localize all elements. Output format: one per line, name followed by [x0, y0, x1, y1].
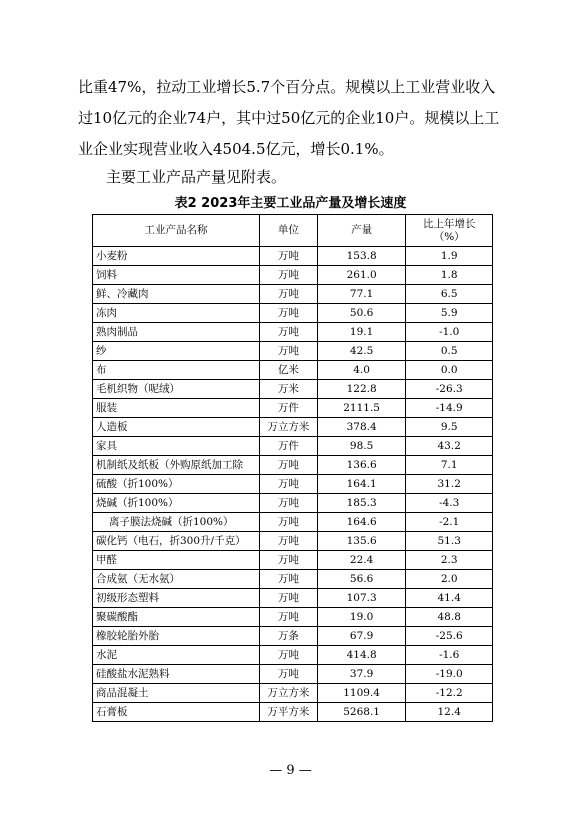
product-name-cell: 饲料: [93, 266, 260, 285]
product-name-cell: 服装: [93, 399, 260, 418]
output-cell: 164.1: [317, 475, 406, 494]
growth-cell: -1.6: [406, 646, 493, 665]
product-name-cell: 初级形态塑料: [93, 589, 260, 608]
unit-cell: 万吨: [259, 513, 317, 532]
header-output: 产量: [317, 215, 406, 247]
product-name-cell: 离子膜法烧碱（折100%）: [93, 513, 260, 532]
unit-cell: 万件: [259, 399, 317, 418]
output-cell: 5268.1: [317, 703, 406, 722]
table-row: [93, 361, 493, 380]
growth-cell: -12.2: [406, 684, 493, 703]
output-cell: 2111.5: [317, 399, 406, 418]
unit-cell: 万米: [259, 380, 317, 399]
unit-cell: 万吨: [259, 323, 317, 342]
table-row: [93, 437, 493, 456]
table-row: [93, 513, 493, 532]
product-name-cell: 鲜、冷藏肉: [93, 285, 260, 304]
product-name-cell: 布: [93, 361, 260, 380]
output-cell: 122.8: [317, 380, 406, 399]
table-body: [93, 247, 493, 722]
table-row: [93, 247, 493, 266]
unit-cell: 万吨: [259, 570, 317, 589]
table-row: [93, 418, 493, 437]
unit-cell: 万吨: [259, 646, 317, 665]
growth-cell: 1.9: [406, 247, 493, 266]
table-row: [93, 285, 493, 304]
product-name-cell: 石膏板: [93, 703, 260, 722]
growth-cell: 0.5: [406, 342, 493, 361]
growth-cell: 31.2: [406, 475, 493, 494]
growth-cell: 0.0: [406, 361, 493, 380]
table-row: [93, 475, 493, 494]
product-name-cell: 水泥: [93, 646, 260, 665]
unit-cell: 万吨: [259, 456, 317, 475]
output-cell: 135.6: [317, 532, 406, 551]
growth-cell: 2.0: [406, 570, 493, 589]
unit-cell: 万吨: [259, 608, 317, 627]
body-paragraph: 比重47%，拉动工业增长5.7个百分点。规模以上工业营业收入过10亿元的企业74户，其中过50亿元的企业10户。规模以上工业企业实现营业收入4504.5亿元，增长0.1%。: [78, 78, 500, 158]
table-row: [93, 570, 493, 589]
product-name-cell: 机制纸及纸板（外购原纸加工除: [93, 456, 260, 475]
growth-cell: 48.8: [406, 608, 493, 627]
output-cell: 185.3: [317, 494, 406, 513]
table-row: [93, 627, 493, 646]
growth-cell: -1.0: [406, 323, 493, 342]
output-cell: 164.6: [317, 513, 406, 532]
product-name-cell: 碳化钙（电石，折300升/千克）: [93, 532, 260, 551]
table-row: [93, 608, 493, 627]
unit-cell: 万吨: [259, 247, 317, 266]
table-row: [93, 266, 493, 285]
growth-cell: 12.4: [406, 703, 493, 722]
table-row: [93, 665, 493, 684]
output-cell: 50.6: [317, 304, 406, 323]
growth-cell: 6.5: [406, 285, 493, 304]
unit-cell: 万吨: [259, 304, 317, 323]
product-name-cell: 烧碱（折100%）: [93, 494, 260, 513]
output-cell: 42.5: [317, 342, 406, 361]
table-row: [93, 342, 493, 361]
product-name-cell: 家具: [93, 437, 260, 456]
growth-cell: 5.9: [406, 304, 493, 323]
table-row: [93, 646, 493, 665]
table-header-row: [93, 215, 493, 247]
table-row: [93, 456, 493, 475]
table-caption: 表2 2023年主要工业品产量及增长速度: [174, 196, 407, 211]
growth-cell: -14.9: [406, 399, 493, 418]
product-name-cell: 合成氨（无水氨）: [93, 570, 260, 589]
table-row: [93, 380, 493, 399]
growth-cell: 2.3: [406, 551, 493, 570]
growth-cell: -25.6: [406, 627, 493, 646]
growth-cell: -19.0: [406, 665, 493, 684]
output-cell: 22.4: [317, 551, 406, 570]
product-name-cell: 橡胶轮胎外胎: [93, 627, 260, 646]
page-number: — 9 —: [269, 763, 312, 778]
unit-cell: 万吨: [259, 285, 317, 304]
table-row: [93, 323, 493, 342]
product-name-cell: 甲醛: [93, 551, 260, 570]
product-name-cell: 聚碳酸酯: [93, 608, 260, 627]
unit-cell: 万平方米: [259, 703, 317, 722]
table-row: [93, 494, 493, 513]
growth-cell: 43.2: [406, 437, 493, 456]
output-cell: 19.1: [317, 323, 406, 342]
unit-cell: 万条: [259, 627, 317, 646]
product-name-cell: 人造板: [93, 418, 260, 437]
output-cell: 261.0: [317, 266, 406, 285]
growth-cell: 1.8: [406, 266, 493, 285]
product-name-cell: 毛机织物（呢绒）: [93, 380, 260, 399]
table-row: [93, 684, 493, 703]
header-product-name: 工业产品名称: [93, 215, 260, 247]
header-unit: 单位: [259, 215, 317, 247]
output-cell: 107.3: [317, 589, 406, 608]
table-row: [93, 532, 493, 551]
unit-cell: 万吨: [259, 475, 317, 494]
unit-cell: 万吨: [259, 551, 317, 570]
output-cell: 67.9: [317, 627, 406, 646]
output-cell: 136.6: [317, 456, 406, 475]
product-name-cell: 熟肉制品: [93, 323, 260, 342]
industrial-output-table: [92, 214, 493, 722]
growth-cell: -4.3: [406, 494, 493, 513]
unit-cell: 万立方米: [259, 684, 317, 703]
product-name-cell: 商品混凝土: [93, 684, 260, 703]
output-cell: 77.1: [317, 285, 406, 304]
growth-cell: -2.1: [406, 513, 493, 532]
product-name-cell: 冻肉: [93, 304, 260, 323]
growth-cell: 7.1: [406, 456, 493, 475]
output-cell: 56.6: [317, 570, 406, 589]
output-cell: 414.8: [317, 646, 406, 665]
unit-cell: 万吨: [259, 266, 317, 285]
unit-cell: 万立方米: [259, 418, 317, 437]
growth-cell: 41.4: [406, 589, 493, 608]
product-name-cell: 硅酸盐水泥熟料: [93, 665, 260, 684]
table-row: [93, 399, 493, 418]
output-cell: 378.4: [317, 418, 406, 437]
unit-cell: 万吨: [259, 665, 317, 684]
unit-cell: 万吨: [259, 494, 317, 513]
product-name-cell: 硫酸（折100%）: [93, 475, 260, 494]
table-row: [93, 304, 493, 323]
header-growth: 比上年增长 （%）: [406, 215, 493, 247]
table-row: [93, 703, 493, 722]
unit-cell: 万吨: [259, 532, 317, 551]
table-row: [93, 551, 493, 570]
growth-cell: 9.5: [406, 418, 493, 437]
unit-cell: 万件: [259, 437, 317, 456]
unit-cell: 万吨: [259, 342, 317, 361]
output-cell: 98.5: [317, 437, 406, 456]
growth-cell: -26.3: [406, 380, 493, 399]
growth-cell: 51.3: [406, 532, 493, 551]
output-cell: 19.0: [317, 608, 406, 627]
output-cell: 153.8: [317, 247, 406, 266]
unit-cell: 万吨: [259, 589, 317, 608]
body-paragraph-intro: 主要工业产品产量见附表。: [106, 168, 287, 186]
product-name-cell: 小麦粉: [93, 247, 260, 266]
product-name-cell: 纱: [93, 342, 260, 361]
output-cell: 37.9: [317, 665, 406, 684]
unit-cell: 亿米: [259, 361, 317, 380]
table-row: [93, 589, 493, 608]
output-cell: 4.0: [317, 361, 406, 380]
output-cell: 1109.4: [317, 684, 406, 703]
